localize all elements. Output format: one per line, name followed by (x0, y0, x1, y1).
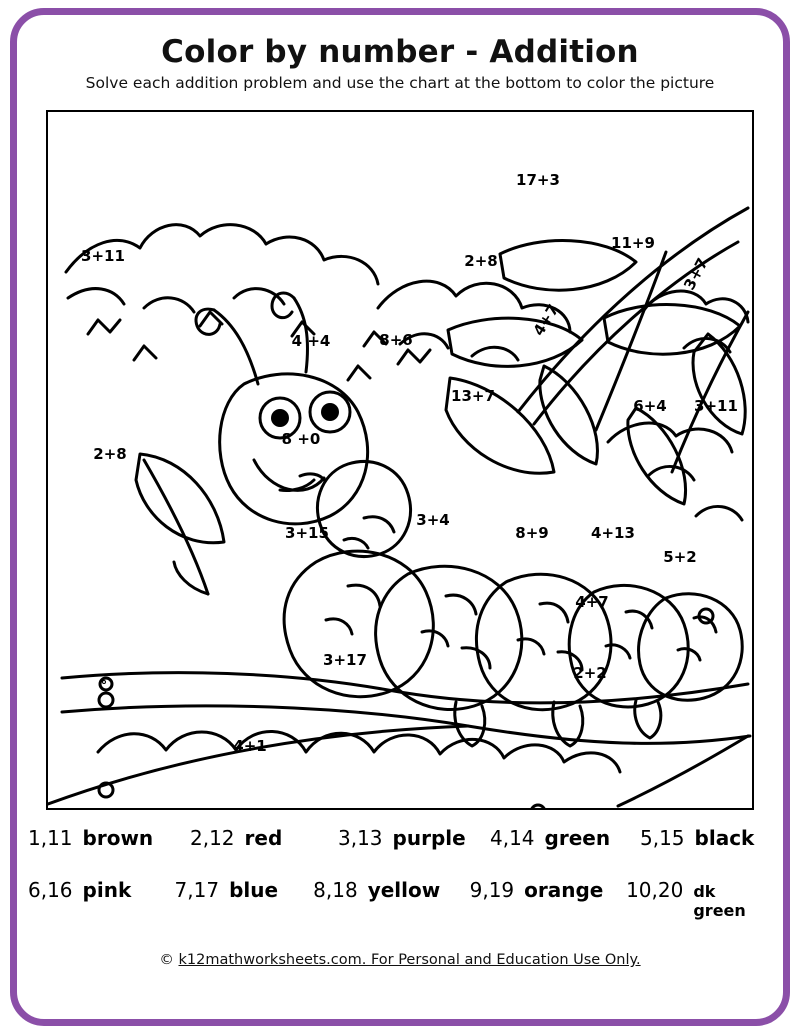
equation-label: 3+17 (323, 651, 367, 669)
color-key-numbers: 1,11 (28, 826, 73, 850)
color-key-numbers: 8,18 (313, 878, 358, 902)
equation-label: 2+2 (573, 664, 607, 682)
equation-label: 11+9 (611, 234, 655, 252)
color-key-color: green (544, 826, 611, 850)
color-key-item (626, 878, 772, 920)
equation-label: 3+11 (694, 397, 738, 415)
color-key-numbers: 6,16 (28, 878, 73, 902)
equation-label: 17+3 (516, 171, 560, 189)
color-key-item (175, 878, 314, 902)
color-key-item (490, 826, 640, 850)
equation-label: 3+7 (680, 255, 712, 293)
equation-label: 4+7 (575, 593, 609, 611)
coloring-picture (46, 110, 754, 810)
color-key-numbers: 10,20 (626, 878, 684, 902)
color-key-numbers: 5,15 (640, 826, 685, 850)
color-key-item (640, 826, 754, 850)
caterpillar-scene-artwork (48, 112, 752, 808)
color-key-item (313, 878, 469, 902)
color-key-chart (28, 826, 772, 932)
equation-label: 8+6 (379, 331, 413, 349)
equation-label: 3+15 (285, 524, 329, 542)
equation-label: 6+4 (633, 397, 667, 415)
color-key-item (470, 878, 626, 902)
color-key-row (28, 878, 772, 920)
page-title: Color by number - Addition (161, 34, 639, 70)
equation-label: 13+7 (451, 387, 495, 405)
color-key-color: brown (82, 826, 154, 850)
color-key-numbers: 2,12 (190, 826, 235, 850)
equation-label: 5+2 (663, 548, 697, 566)
color-key-row (28, 826, 772, 850)
color-key-item (190, 826, 338, 850)
color-key-numbers: 9,19 (469, 878, 515, 902)
color-key-color: pink (82, 878, 132, 902)
color-key-numbers: 4,14 (490, 826, 535, 850)
equation-label: 4+13 (591, 524, 635, 542)
equation-label: 4 +4 (291, 332, 331, 350)
equation-label: 8 +0 (281, 430, 321, 448)
color-key-item (338, 826, 490, 850)
color-key-color: red (244, 826, 283, 850)
color-key-color: dk green (693, 882, 746, 920)
color-key-numbers: 3,13 (338, 826, 383, 850)
equation-label: 2+8 (464, 252, 498, 270)
color-key-item (28, 826, 190, 850)
color-key-color: purple (392, 826, 466, 850)
equation-label: 4+1 (233, 737, 267, 755)
equation-label: 4+7 (529, 301, 563, 339)
color-key-item (28, 878, 175, 902)
footer-prefix: © (159, 952, 179, 968)
color-key-color: orange (524, 878, 604, 902)
equation-label: 2+8 (93, 445, 127, 463)
footer-credit (0, 952, 800, 968)
color-key-numbers: 7,17 (174, 878, 220, 902)
page-subtitle: Solve each addition problem and use the chart at the bottom to color the picture (85, 74, 715, 92)
color-key-color: yellow (367, 878, 441, 902)
equation-label: 8+9 (515, 524, 549, 542)
footer-link[interactable]: k12mathworksheets.com. For Personal and Education Use Only. (178, 952, 641, 968)
color-key-color: black (694, 826, 755, 850)
equation-label: 3+11 (81, 247, 125, 265)
color-key-color: blue (229, 878, 279, 902)
equation-label: 3+4 (416, 511, 450, 529)
